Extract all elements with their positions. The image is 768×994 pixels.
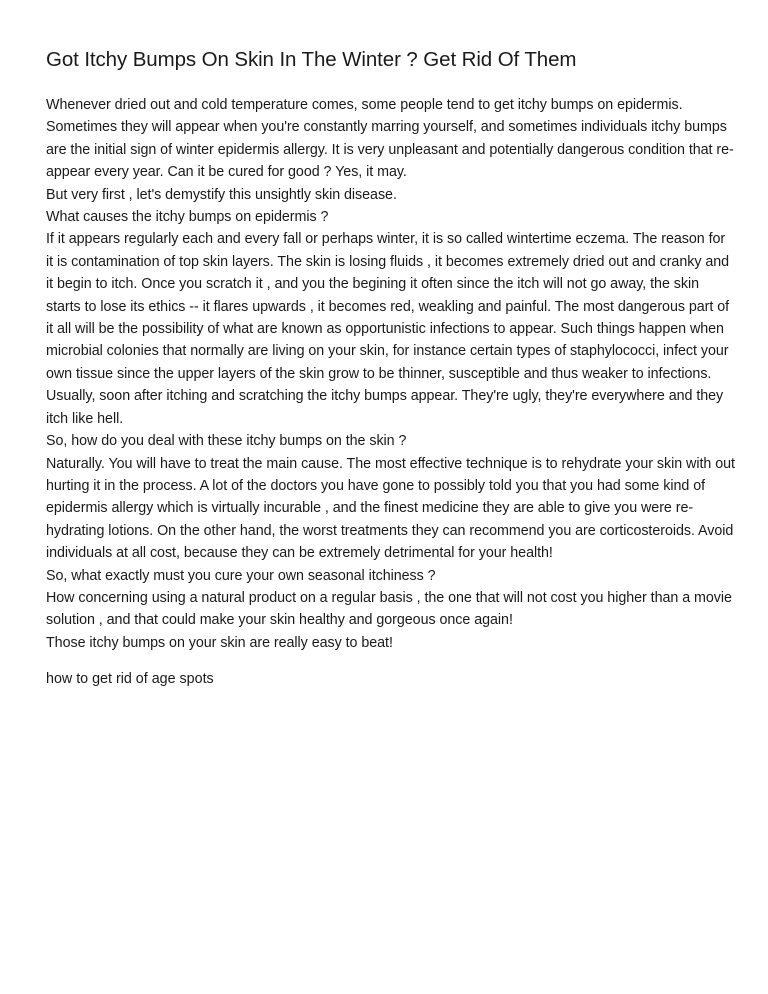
paragraph: But very first , let's demystify this unsightly skin disease. [46, 186, 397, 203]
paragraph: If it appears regularly each and every fall or perhaps winter, it is so called wintertime eczema. The reason for it is contamination of top skin layers. The skin is losing fluids , it becomes extremely dried out and cranky and it begin to itch. Once you scratch it , and you the begining it often since the itch will not go away, the skin starts to lose its ethics -- it flares upwards , it becomes red, weakling and painful. The most dangerous part of it all will be the possibility of what are known as opportunistic infections to appear. Such things happen when microbial colonies that normally are living on your skin, for instance certain types of staphylococci, infect your own tissue since the upper layers of the skin grow to be thinner, susceptible and thus weaker to infections. [46, 231, 730, 382]
paragraph: Those itchy bumps on your skin are really easy to beat! [46, 634, 393, 651]
paragraph: Whenever dried out and cold temperature comes, some people tend to get itchy bumps on epidermis. Sometimes they will appear when you're constantly marring yourself, and sometimes individuals itchy bumps are the initial sign of winter epidermis allergy. It is very unpleasant and potentially dangerous condition that re-appear every year. Can it be cured for good ? Yes, it may. [46, 97, 734, 181]
paragraph: How concerning using a natural product on a regular basis , the one that will not cost you higher than a movie solution , and that could make your skin healthy and gorgeous once again! [46, 589, 732, 629]
age-spots-link[interactable]: how to get rid of age spots [46, 671, 214, 688]
paragraph: Naturally. You will have to treat the main cause. The most effective technique is to rehydrate your skin with out hurting it in the process. A lot of the doctors you have gone to possibly told you that you had some kind of epidermis allergy which is virtually incurable , and the finest medicine they are able to give you were re-hydrating lotions. On the other hand, the worst treatments they can recommend you are corticosteroids. Avoid individuals at all cost, because they can be extremely detrimental for your health! [46, 455, 735, 562]
document-body [46, 94, 736, 654]
paragraph: So, how do you deal with these itchy bumps on the skin ? [46, 433, 407, 450]
paragraph: So, what exactly must you cure your own seasonal itchiness ? [46, 567, 436, 584]
paragraph: Usually, soon after itching and scratching the itchy bumps appear. They're ugly, they're everywhere and they itch like hell. [46, 388, 724, 427]
paragraph: What causes the itchy bumps on epidermis ? [46, 209, 329, 226]
document-title: Got Itchy Bumps On Skin In The Winter ? Get Rid Of Them [46, 48, 577, 71]
document-page [46, 46, 736, 691]
